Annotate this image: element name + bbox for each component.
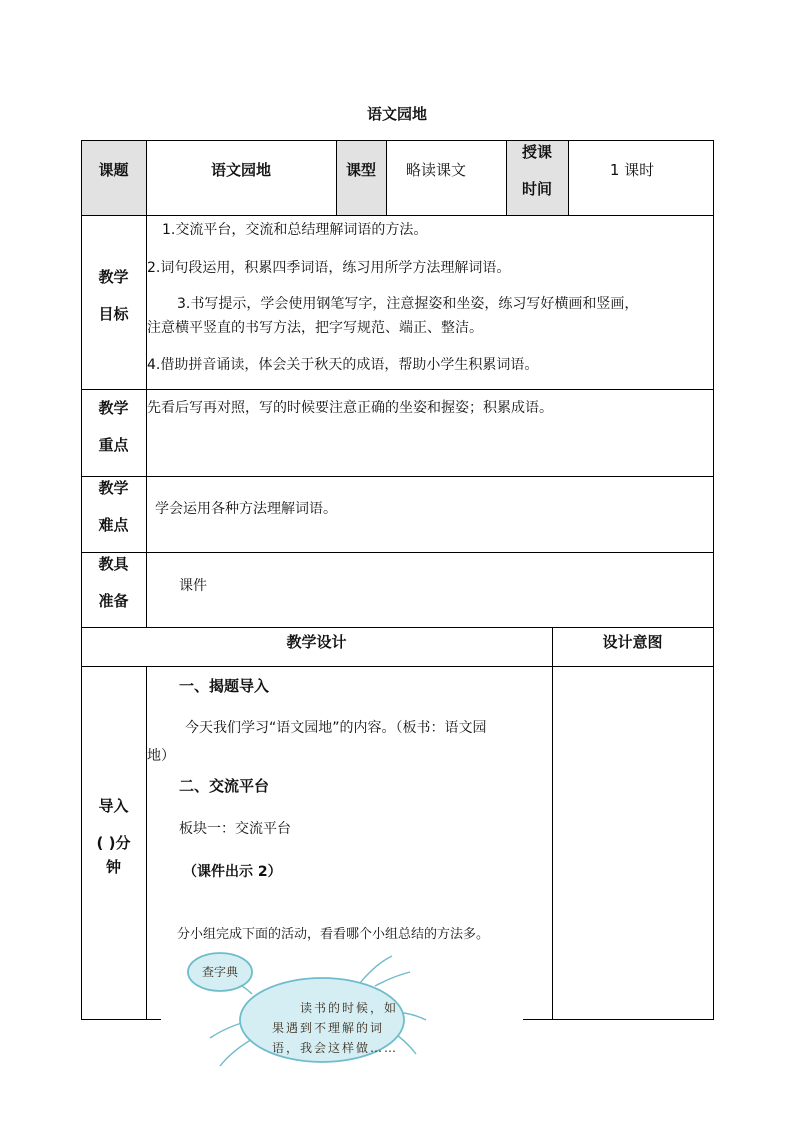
topic-value: 语文园地 <box>210 161 271 179</box>
key-points-label-line2: 重点 <box>98 436 129 454</box>
table-border <box>81 666 714 667</box>
difficulties-label-line2: 难点 <box>98 516 129 534</box>
key-points-text: 先看后写再对照，写的时候要注意正确的坐姿和握姿；积累成语。 <box>147 400 553 416</box>
intro-label-line3: 钟 <box>105 858 121 876</box>
document-title: 语文园地 <box>366 105 427 123</box>
table-border <box>81 1019 161 1020</box>
goal-item: 4.借助拼音诵读，体会关于秋天的成语，帮助小学生积累词语。 <box>147 357 539 373</box>
goals-label-line1: 教学 <box>98 268 129 286</box>
table-border <box>81 215 714 216</box>
time-label-line2: 时间 <box>521 180 552 198</box>
goal-item: 1.交流平台，交流和总结理解词语的方法。 <box>162 222 428 238</box>
table-border <box>713 140 714 1020</box>
difficulties-label-line1: 教学 <box>98 479 129 497</box>
goals-label-line2: 目标 <box>98 305 129 323</box>
table-border <box>552 627 553 1020</box>
topic-label: 课题 <box>98 161 129 179</box>
tools-text: 课件 <box>179 578 207 594</box>
block-label: 板块一：交流平台 <box>179 821 291 837</box>
intro-label-line2: ( )分 <box>96 834 131 852</box>
section-title-exchange: 二、交流平台 <box>179 777 270 795</box>
design-header-right: 设计意图 <box>602 633 663 651</box>
tools-label-line1: 教具 <box>98 555 129 573</box>
intro-paragraph-line2: 地） <box>147 748 175 764</box>
bubble-big-line3: 语，我会这样做…… <box>272 1041 399 1055</box>
table-border <box>146 140 147 628</box>
time-value: 1 课时 <box>609 161 655 179</box>
table-border <box>81 627 714 628</box>
tools-label-line2: 准备 <box>98 592 129 610</box>
time-label-line1: 授课 <box>521 143 552 161</box>
courseware-note: （课件出示 2） <box>183 864 282 880</box>
intro-label-line1: 导入 <box>98 797 129 815</box>
goal-item: 注意横平竖直的书写方法，把字写规范、端正、整洁。 <box>147 320 483 336</box>
bubble-big-line2: 果遇到不理解的词 <box>272 1021 385 1035</box>
table-border <box>81 140 714 141</box>
type-value: 略读课文 <box>405 161 466 179</box>
bubble-small-text: 查字典 <box>201 965 238 979</box>
bubble-big-line1: 读书的时候，如 <box>300 1001 399 1015</box>
section-title-intro: 一、揭题导入 <box>179 677 270 695</box>
goal-item: 2.词句段运用，积累四季词语，练习用所学方法理解词语。 <box>147 260 511 276</box>
activity-instruction: 分小组完成下面的活动，看看哪个小组总结的方法多。 <box>177 927 490 942</box>
table-border <box>81 552 714 553</box>
intro-paragraph-line1: 今天我们学习“语文园地”的内容。（板书：语文园 <box>185 720 487 736</box>
design-header-left: 教学设计 <box>286 633 347 651</box>
table-border <box>146 666 147 1020</box>
difficulties-text: 学会运用各种方法理解词语。 <box>155 501 337 517</box>
table-border <box>81 476 714 477</box>
table-border <box>81 389 714 390</box>
goal-item: 3.书写提示，学会使用钢笔写字，注意握姿和坐姿，练习写好横画和竖画， <box>177 296 639 312</box>
key-points-label-line1: 教学 <box>98 399 129 417</box>
type-label: 课型 <box>345 161 376 179</box>
